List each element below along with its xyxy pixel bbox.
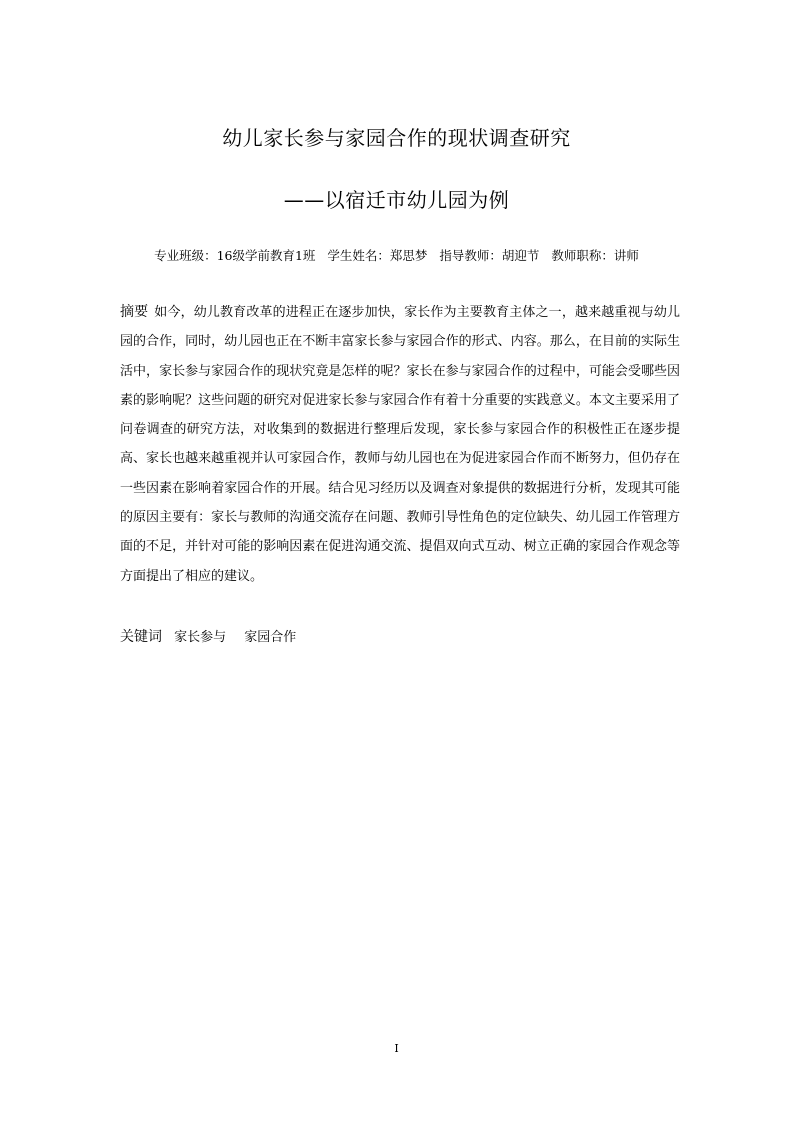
paper-title: 幼儿家长参与家园合作的现状调查研究 bbox=[222, 126, 571, 150]
advisor-name: 指导教师：胡迎节 bbox=[439, 248, 540, 263]
keywords-label: 关键词 bbox=[120, 629, 162, 645]
keyword-item: 家园合作 bbox=[244, 630, 297, 645]
keywords bbox=[120, 626, 680, 649]
author-info bbox=[0, 247, 793, 265]
class-info: 专业班级：16级学前教育1班 bbox=[154, 248, 316, 263]
paper-subtitle: ——以宿迁市幼儿园为例 bbox=[283, 188, 510, 212]
page-number: I bbox=[394, 1042, 399, 1055]
advisor-title: 教师职称：讲师 bbox=[551, 248, 639, 263]
keyword-item: 家长参与 bbox=[174, 630, 227, 645]
abstract bbox=[120, 298, 680, 591]
abstract-label: 摘要 bbox=[120, 304, 149, 320]
student-name: 学生姓名：郑思梦 bbox=[327, 248, 428, 263]
abstract-text: 如今，幼儿教育改革的进程正在逐步加快，家长作为主要教育主体之一，越来越重视与幼儿园的合作，同时，幼儿园也正在不断丰富家长参与家园合作的形式、内容。那么，在目前的实际生活中，家长参与家园合作的现状究竟是怎样的呢？家长在参与家园合作的过程中，可能会受哪些因素的影响呢？这些问题的研究对促进家长参与家园合作有着十分重要的实践意义。本文主要采用了问卷调查的研究方法，对收集到的数据进行整理后发现，家长参与家园合作的积极性正在逐步提高、家长也越来越重视并认可家园合作，教师与幼儿园也在为促进家园合作而不断努力，但仍存在一些因素在影响着家园合作的开展。结合见习经历以及调查对象提供的数据进行分析，发现其可能的原因主要有：家长与教师的沟通交流存在问题、教师引导性角色的定位缺失、幼儿园工作管理方面的不足，并针对可能的影响因素在促进沟通交流、提倡双向式互动、树立正确的家园合作观念等方面提出了相应的建议。 bbox=[120, 305, 680, 584]
